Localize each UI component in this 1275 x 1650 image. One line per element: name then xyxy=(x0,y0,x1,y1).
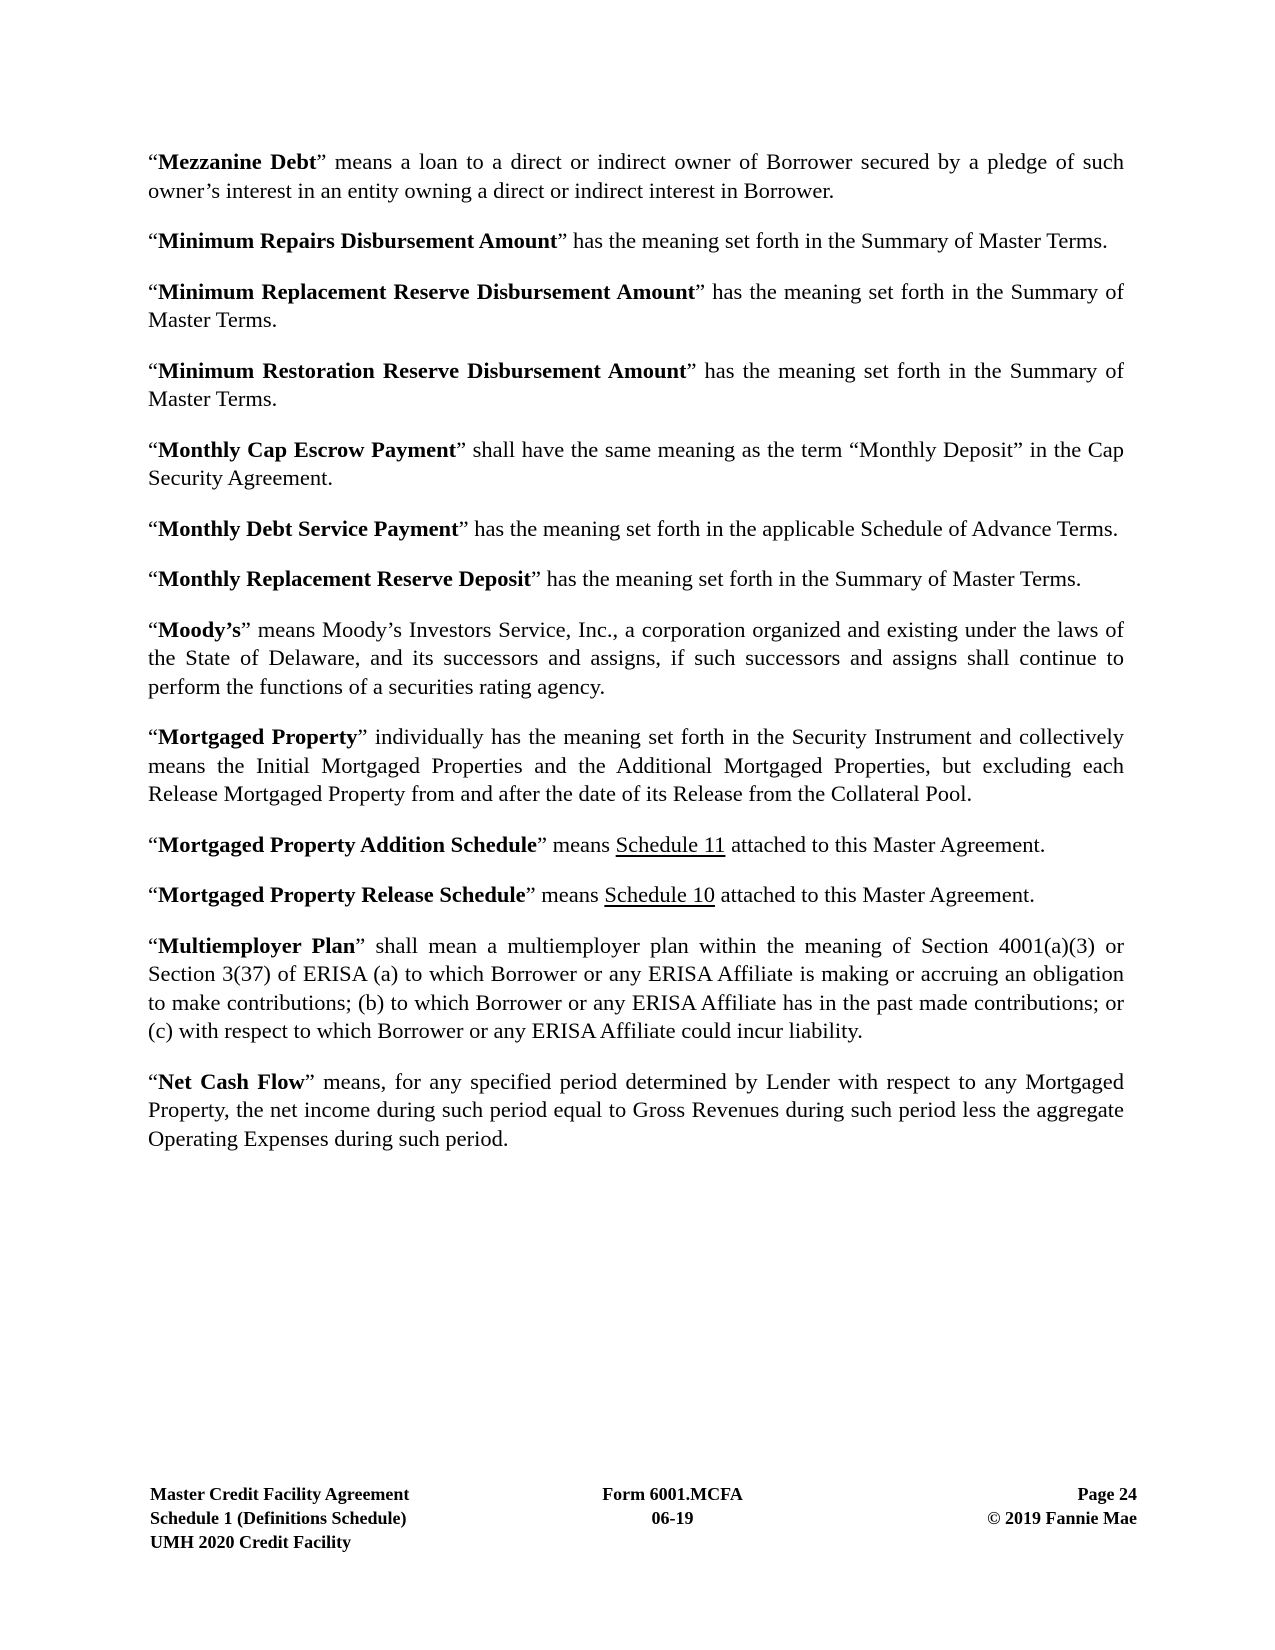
schedule-reference: Schedule 11 xyxy=(615,831,726,857)
definition-text: ” means Moody’s Investors Service, Inc., a corporation organized and existing under the laws of the State of Delaware, and its successors and assigns, if such successors and assigns shall continue to perform the functions of a securities rating agency. xyxy=(148,616,1124,699)
definition-text: ” has the meaning set forth in the Summary of Master Terms. xyxy=(531,566,1082,591)
defined-term: Moody’s xyxy=(158,616,241,642)
definitions-list xyxy=(148,148,1124,1175)
definition-paragraph: “Mortgaged Property Addition Schedule” means Schedule 11 attached to this Master Agreement. xyxy=(148,831,1046,857)
defined-term: Monthly Debt Service Payment xyxy=(158,515,459,541)
definition-paragraph: “Mortgaged Property” individually has the meaning set forth in the Security Instrument and collectively means the Initial Mortgaged Properties and the Additional Mortgaged Properties, but excluding each Release Mortgaged Property from and after the date of its Release from the Collateral Pool. xyxy=(148,724,1124,806)
definition-text: ” has the meaning set forth in the applicable Schedule of Advance Terms. xyxy=(458,515,1119,541)
defined-term: Mortgaged Property Release Schedule xyxy=(158,882,526,907)
definition-paragraph: “Multiemployer Plan” shall mean a multiemployer plan within the meaning of Section 4001(a)(3) or Section 3(37) of ERISA (a) to which Borrower or any ERISA Affiliate is making or accruing an obligation to make contributions; (b) to which Borrower or any ERISA Affiliate has in the past made contributions; or (c) with respect to which Borrower or any ERISA Affiliate could incur liability. xyxy=(148,932,1124,1043)
footer-left xyxy=(150,1482,409,1554)
definition-text: ” means xyxy=(525,882,605,907)
definition-text: ” means a loan to a direct or indirect owner of Borrower secured by a pledge of such owner’s interest in an entity owning a direct or indirect interest in Borrower. xyxy=(148,149,1125,203)
definition-paragraph: “Mezzanine Debt” means a loan to a direct or indirect owner of Borrower secured by a pledge of such owner’s interest in an entity owning a direct or indirect interest in Borrower. xyxy=(148,149,1125,203)
definition-text: attached to this Master Agreement. xyxy=(725,831,1046,857)
footer-form-number: Form 6001.MCFA xyxy=(602,1484,743,1504)
footer-schedule-title: Schedule 1 (Definitions Schedule) xyxy=(150,1508,407,1528)
definition-paragraph: “Minimum Restoration Reserve Disbursement Amount” has the meaning set forth in the Summary of Master Terms. xyxy=(148,357,1125,411)
defined-term: Net Cash Flow xyxy=(158,1068,305,1094)
footer-page-number: Page 24 xyxy=(1077,1484,1137,1504)
definition-paragraph: “Monthly Replacement Reserve Deposit” has the meaning set forth in the Summary of Master Terms. xyxy=(148,566,1082,591)
definition-text: ” has the meaning set forth in the Summary of Master Terms. xyxy=(557,228,1108,253)
definition-paragraph: “Monthly Debt Service Payment” has the meaning set forth in the applicable Schedule of Advance Terms. xyxy=(148,515,1119,541)
definition-paragraph: “Minimum Replacement Reserve Disbursement Amount” has the meaning set forth in the Summary of Master Terms. xyxy=(148,278,1124,332)
definition-text: ” shall have the same meaning as the term “Monthly Deposit” in the Cap Security Agreement. xyxy=(148,436,1125,490)
footer-center xyxy=(590,1482,755,1530)
definition-paragraph: “Moody’s” means Moody’s Investors Service, Inc., a corporation organized and existing under the laws of the State of Delaware, and its successors and assigns, if such successors and assigns shall continue to perform the functions of a securities rating agency. xyxy=(148,616,1124,699)
footer-form-date: 06-19 xyxy=(651,1508,694,1528)
defined-term: Multiemployer Plan xyxy=(158,932,356,958)
page-footer xyxy=(150,1482,1137,1557)
schedule-reference: Schedule 10 xyxy=(604,882,715,907)
definition-text: ” means xyxy=(536,831,616,857)
defined-term: Monthly Replacement Reserve Deposit xyxy=(158,566,532,591)
footer-right xyxy=(987,1482,1137,1530)
defined-term: Monthly Cap Escrow Payment xyxy=(158,436,457,462)
defined-term: Minimum Replacement Reserve Disbursement Amount xyxy=(158,278,696,304)
definition-text: ” has the meaning set forth in the Summary of Master Terms. xyxy=(148,278,1124,332)
definition-text: ” has the meaning set forth in the Summary of Master Terms. xyxy=(148,357,1125,411)
definition-text: attached to this Master Agreement. xyxy=(714,882,1035,907)
footer-facility-name: UMH 2020 Credit Facility xyxy=(150,1532,352,1552)
footer-agreement-title: Master Credit Facility Agreement xyxy=(150,1484,410,1504)
definition-paragraph: “Net Cash Flow” means, for any specified period determined by Lender with respect to any Mortgaged Property, the net income during such period equal to Gross Revenues during such period less the aggregate Operating Expenses during such period. xyxy=(148,1068,1124,1151)
definition-text: ” means, for any specified period determined by Lender with respect to any Mortgaged Property, the net income during such period equal to Gross Revenues during such period less the aggregate Operating Expenses during such period. xyxy=(148,1068,1124,1151)
definition-text: ” individually has the meaning set forth in the Security Instrument and collectively means the Initial Mortgaged Properties and the Additional Mortgaged Properties, but excluding each Release Mortgaged Property from and after the date of its Release from the Collateral Pool. xyxy=(148,724,1124,806)
definition-paragraph: “Mortgaged Property Release Schedule” means Schedule 10 attached to this Master Agreement. xyxy=(148,882,1035,907)
defined-term: Mortgaged Property xyxy=(158,724,358,749)
definition-text: ” shall mean a multiemployer plan within the meaning of Section 4001(a)(3) or Section 3(37) of ERISA (a) to which Borrower or any ERISA Affiliate is making or accruing an obligation to make contributions; (b) to which Borrower or any ERISA Affiliate has in the past made contributions; or (c) with respect to which Borrower or any ERISA Affiliate could incur liability. xyxy=(148,932,1124,1043)
defined-term: Minimum Restoration Reserve Disbursement Amount xyxy=(158,357,687,383)
footer-copyright: © 2019 Fannie Mae xyxy=(987,1508,1137,1528)
defined-term: Mortgaged Property Addition Schedule xyxy=(158,831,537,857)
definition-paragraph: “Monthly Cap Escrow Payment” shall have the same meaning as the term “Monthly Deposit” in the Cap Security Agreement. xyxy=(148,436,1125,490)
defined-term: Minimum Repairs Disbursement Amount xyxy=(158,228,558,253)
defined-term: Mezzanine Debt xyxy=(158,149,317,174)
definition-paragraph: “Minimum Repairs Disbursement Amount” has the meaning set forth in the Summary of Master Terms. xyxy=(148,228,1108,253)
